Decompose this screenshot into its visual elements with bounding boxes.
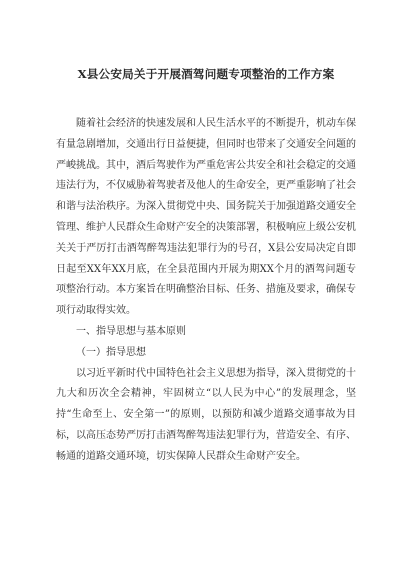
document-title: X县公安局关于开展酒驾问题专项整治的工作方案 [77,67,335,81]
section-heading-guiding-principles: 一、指导思想与基本原则 [76,325,186,337]
intro-paragraph: 随着社会经济的快速发展和人民生活水平的不断提升，机动车保有量急剧增加，交通出行日益便捷，但同时也带来了交通安全问题的严峻挑战。其中，酒后驾驶作为严重危害公共安全和社会稳定的交通违法行为，不仅威胁着驾驶者及他人的生命安全，更严重影响了社会和谐与法治秩序。为深入贯彻党中央、国务院关于加强道路交通安全管理、维护人民群众生命财产安全的决策部署，积极响应上级公安机关关于严厉打击酒驾醉驾违法犯罪行为的号召，X县公安局决定自即日起至XX年XX月底，在全县范围内开展为期XX个月的酒驾问题专项整治行动。本方案旨在明确整治目标、任务、措施及要求，确保专项行动取得实效。 [56,118,356,317]
subsection-heading-guiding-ideology: （一）指导思想 [76,346,146,358]
guiding-ideology-paragraph: 以习近平新时代中国特色社会主义思想为指导，深入贯彻党的十九大和历次全会精神，牢固树立“以人民为中心”的发展理念，坚持“生命至上、安全第一”的原则，以预防和减少道路交通事故为目标，以高压态势严厉打击酒驾醉驾违法犯罪行为，营造安全、有序、畅通的道路交通环境，切实保障人民群众生命财产安全。 [56,367,356,462]
